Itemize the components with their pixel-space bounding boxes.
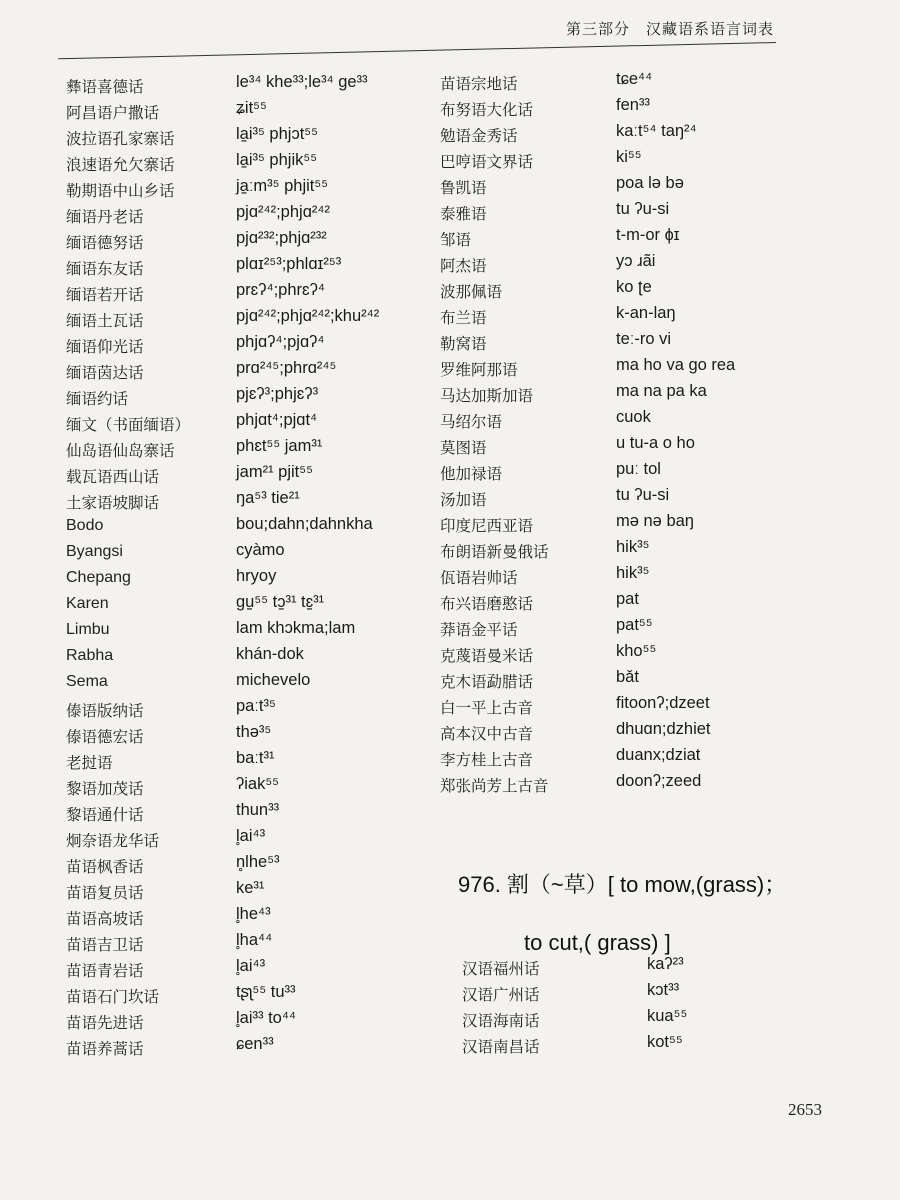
phonetic-form: kaʔ²³ — [647, 955, 684, 973]
language-name: 黎语通什话 — [66, 806, 144, 824]
phonetic-form: la̠i³⁵ phjɔt⁵⁵ — [236, 125, 318, 143]
phonetic-form: ma na pa ka — [616, 382, 707, 400]
language-name: 炯奈语龙华话 — [66, 832, 160, 850]
phonetic-form: ki⁵⁵ — [616, 148, 642, 166]
phonetic-form: ʑit⁵⁵ — [236, 99, 267, 117]
phonetic-form: plɑɪ²⁵³;phlɑɪ²⁵³ — [236, 255, 342, 273]
language-name: 莽语金平话 — [440, 621, 518, 639]
phonetic-form: kɔt³³ — [647, 981, 680, 999]
language-name: 布朗语新曼俄话 — [440, 543, 549, 561]
language-name: Karen — [66, 595, 109, 612]
phonetic-form: lam khɔkma;lam — [236, 619, 356, 637]
language-name: 傣语德宏话 — [66, 728, 144, 746]
phonetic-form: doonʔ;zeed — [616, 772, 702, 790]
page-header — [0, 0, 900, 60]
phonetic-form: phjɑʔ⁴;pjɑʔ⁴ — [236, 333, 325, 351]
language-name: 汉语南昌话 — [462, 1038, 540, 1056]
language-name: Rabha — [66, 647, 114, 664]
language-name: 苗语青岩话 — [66, 962, 144, 980]
language-name: Bodo — [66, 517, 104, 534]
phonetic-form: khán-dok — [236, 645, 304, 663]
phonetic-form: ɕen³³ — [236, 1035, 274, 1053]
language-name: 马绍尔语 — [440, 413, 503, 431]
phonetic-form: bǎt — [616, 668, 639, 686]
language-name: 布兴语磨憨话 — [440, 595, 534, 613]
language-name: 布兰语 — [440, 309, 487, 327]
section-heading-line-2: to cut,( grass) ] — [524, 930, 671, 955]
language-name: 邹语 — [440, 231, 472, 249]
phonetic-form: kua⁵⁵ — [647, 1007, 688, 1025]
phonetic-form: kot⁵⁵ — [647, 1033, 683, 1051]
phonetic-form: kho⁵⁵ — [616, 642, 657, 660]
phonetic-form: phɛt⁵⁵ jam³¹ — [236, 437, 323, 455]
phonetic-form: bou;dahn;dahnkha — [236, 515, 373, 533]
language-name: 克木语勐腊话 — [440, 673, 534, 691]
phonetic-form: prɛʔ⁴;phrɛʔ⁴ — [236, 281, 325, 299]
language-name: 马达加斯加语 — [440, 387, 534, 405]
phonetic-form: k-an-laŋ — [616, 304, 676, 322]
language-name: 苗语枫香话 — [66, 858, 144, 876]
language-name: 郑张尚芳上古音 — [440, 777, 549, 795]
language-name: 苗语高坡话 — [66, 910, 144, 928]
phonetic-form: ke³¹ — [236, 879, 265, 897]
phonetic-form: duanx;dziat — [616, 746, 701, 764]
header-rule — [58, 42, 776, 59]
language-name: Limbu — [66, 621, 110, 638]
language-name: 缅语若开话 — [66, 286, 144, 304]
language-name: Byangsi — [66, 543, 123, 560]
phonetic-form: pat⁵⁵ — [616, 616, 653, 634]
phonetic-form: tʂʅ⁵⁵ tu³³ — [236, 983, 296, 1001]
language-name: 苗语复员话 — [66, 884, 144, 902]
language-name: 巴哼语文界话 — [440, 153, 534, 171]
language-name: 勒期语中山乡话 — [66, 182, 175, 200]
phonetic-form: michevelo — [236, 671, 311, 689]
phonetic-form: thə³⁵ — [236, 723, 272, 741]
page-number: 2653 — [788, 1100, 822, 1119]
phonetic-form: cuok — [616, 408, 651, 426]
language-name: 苗语养蒿话 — [66, 1040, 144, 1058]
language-name: 缅文（书面缅语） — [66, 416, 191, 434]
language-name: 缅语德努话 — [66, 234, 144, 252]
language-name: 白一平上古音 — [440, 699, 534, 717]
language-name: 波拉语孔家寨话 — [66, 130, 175, 148]
phonetic-form: gu̠⁵⁵ tɔ̠³¹ tɛ̠³¹ — [236, 593, 325, 611]
phonetic-form: l̥ai⁴³ — [236, 827, 266, 845]
phonetic-form: l̥ai⁴³ — [236, 957, 266, 975]
phonetic-form: baːt³¹ — [236, 749, 275, 767]
language-name: 他加禄语 — [440, 465, 503, 483]
phonetic-form: fitoonʔ;dzeet — [616, 694, 710, 712]
phonetic-form: hryoy — [236, 567, 277, 585]
phonetic-form: pjɑ²⁴²;phjɑ²⁴² — [236, 203, 330, 221]
phonetic-form: dhuɑn;dzhiet — [616, 720, 711, 738]
phonetic-form: pjɑ²⁴²;phjɑ²⁴²;khu²⁴² — [236, 307, 380, 325]
section-heading-line-1: 976. 割（~草）[ to mow,(grass)； — [458, 872, 787, 897]
phonetic-form: paːt³⁵ — [236, 697, 276, 715]
language-name: 载瓦语西山话 — [66, 468, 160, 486]
language-name: 缅语茵达话 — [66, 364, 144, 382]
phonetic-form: puː tol — [616, 460, 661, 478]
phonetic-form: ŋa⁵³ tie²¹ — [236, 489, 300, 507]
phonetic-form: pjɑ²³²;phjɑ²³² — [236, 229, 327, 247]
language-name: 缅语丹老话 — [66, 208, 144, 226]
phonetic-form: cyàmo — [236, 541, 285, 559]
language-name: 李方桂上古音 — [440, 751, 534, 769]
language-name: 仙岛语仙岛寨话 — [66, 442, 175, 460]
language-name: 佤语岩帅话 — [440, 569, 518, 587]
phonetic-form: t-m-or ɸɪ — [616, 226, 680, 244]
language-name: 苗语石门坎话 — [66, 988, 160, 1006]
language-name: 浪速语允欠寨话 — [66, 156, 175, 174]
phonetic-form: poa lə bə — [616, 174, 684, 192]
language-name: 缅语土瓦话 — [66, 312, 144, 330]
language-name: 勒窝语 — [440, 335, 487, 353]
language-name: 罗维阿那语 — [440, 361, 518, 379]
phonetic-form: pjɛʔ³;phjɛʔ³ — [236, 385, 319, 403]
language-name: 印度尼西亚语 — [440, 517, 534, 535]
language-name: 缅语东友话 — [66, 260, 144, 278]
language-name: 苗语先进话 — [66, 1014, 144, 1032]
language-name: 傣语版纳话 — [66, 702, 144, 720]
phonetic-form: prɑ²⁴⁵;phrɑ²⁴⁵ — [236, 359, 337, 377]
phonetic-form: l̥he⁴³ — [236, 905, 271, 923]
phonetic-form: thun³³ — [236, 801, 280, 819]
language-name: 土家语坡脚话 — [66, 494, 160, 512]
language-name: Sema — [66, 673, 108, 690]
language-name: 黎语加茂话 — [66, 780, 144, 798]
language-name: Chepang — [66, 569, 131, 586]
language-name: 汉语海南话 — [462, 1012, 540, 1030]
phonetic-form: teː-ro vi — [616, 330, 672, 348]
language-name: 莫图语 — [440, 439, 487, 457]
phonetic-form: l̥ai³³ to⁴⁴ — [236, 1009, 297, 1027]
phonetic-form: yɔ ɹãi — [616, 252, 656, 270]
phonetic-form: tɕe⁴⁴ — [616, 70, 653, 88]
phonetic-form: la̠i³⁵ phjik⁵⁵ — [236, 151, 318, 169]
phonetic-form: fen³³ — [616, 96, 650, 114]
phonetic-form: mə nə baŋ — [616, 512, 694, 530]
language-name: 缅语仰光话 — [66, 338, 144, 356]
language-name: 勉语金秀话 — [440, 127, 518, 145]
phonetic-form: ʔiak⁵⁵ — [236, 775, 280, 793]
phonetic-form: hik³⁵ — [616, 564, 650, 582]
phonetic-form: kaːt⁵⁴ taŋ²⁴ — [616, 122, 697, 140]
phonetic-form: hik³⁵ — [616, 538, 650, 556]
phonetic-form: ma ho va go rea — [616, 356, 736, 374]
phonetic-form: u tu-a o ho — [616, 434, 695, 452]
phonetic-form: ko ʈe — [616, 278, 652, 296]
language-name: 鲁凯语 — [440, 179, 487, 197]
language-name: 泰雅语 — [440, 205, 487, 223]
language-name: 苗语吉卫话 — [66, 936, 144, 954]
phonetic-form: jam²¹ pjit⁵⁵ — [236, 463, 313, 481]
language-name: 苗语宗地话 — [440, 75, 518, 93]
language-name: 克蔑语曼米话 — [440, 647, 534, 665]
language-name: 阿昌语户撒话 — [66, 104, 160, 122]
language-name: 波那佩语 — [440, 283, 503, 301]
running-header-title: 第三部分 汉藏语系语言词表 — [565, 20, 774, 38]
phonetic-form: pat — [616, 590, 639, 608]
language-name: 缅语约话 — [66, 390, 129, 408]
language-name: 老挝语 — [66, 754, 113, 772]
phonetic-form: l̥ha⁴⁴ — [236, 931, 273, 949]
language-name: 阿杰语 — [440, 257, 487, 275]
phonetic-form: phjɑt⁴;pjɑt⁴ — [236, 411, 318, 429]
language-name: 高本汉中古音 — [440, 725, 534, 743]
phonetic-form: tu ʔu-si — [616, 486, 670, 504]
language-name: 汉语福州话 — [462, 960, 540, 978]
language-name: 汉语广州话 — [462, 986, 540, 1004]
phonetic-form: le³⁴ khe³³;le³⁴ ge³³ — [236, 73, 368, 91]
language-name: 汤加语 — [440, 491, 487, 509]
section-heading — [458, 856, 786, 972]
phonetic-form: tu ʔu-si — [616, 200, 670, 218]
phonetic-form: ja̠ːm³⁵ phjit⁵⁵ — [236, 177, 329, 195]
language-name: 布努语大化话 — [440, 101, 534, 119]
phonetic-form: n̥lhe⁵³ — [236, 853, 280, 871]
language-name: 彝语喜德话 — [66, 78, 144, 96]
